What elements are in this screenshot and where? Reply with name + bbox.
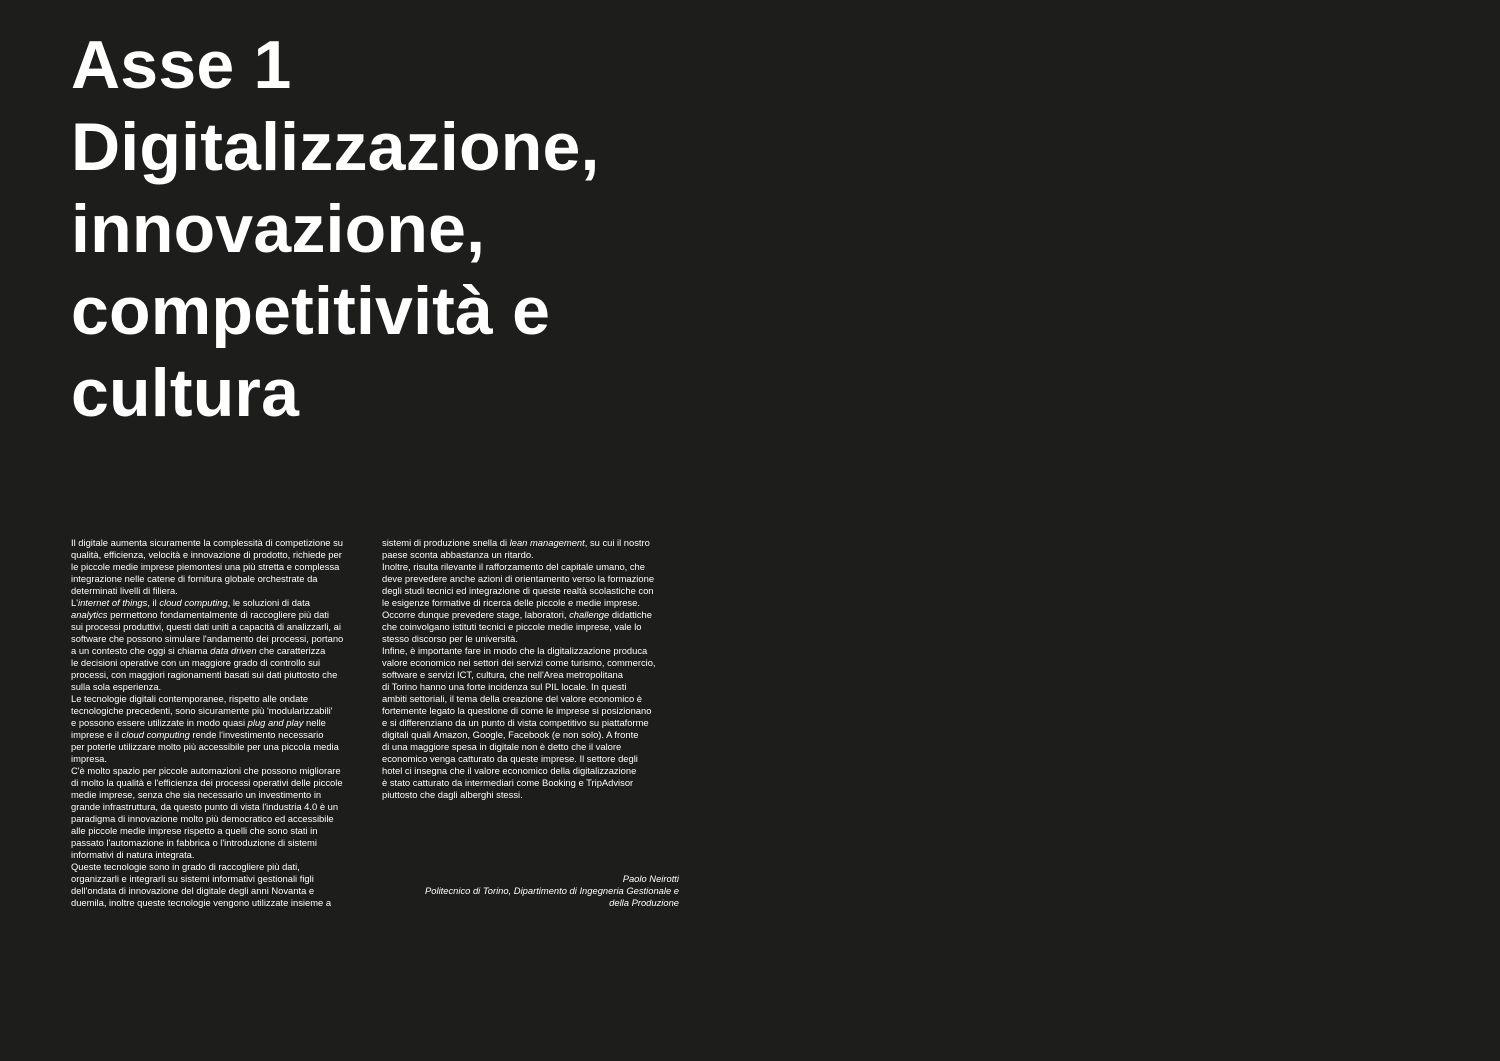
text-run: paradigma di innovazione molto più democratico ed accessibile	[71, 813, 334, 824]
text-run: e possono essere utilizzate in modo quasi	[71, 717, 248, 728]
text-run: deve prevedere anche azioni di orientamento verso la formazione	[382, 573, 655, 584]
body-paragraph	[382, 609, 682, 645]
text-line	[382, 741, 682, 753]
text-line	[71, 597, 369, 609]
text-run: e si differenziano da un punto di vista competitivo su piattaforme	[382, 717, 649, 728]
text-run: di molto la qualità e l'efficienza dei processi operativi delle piccole	[71, 777, 343, 788]
text-run: duemila, inoltre queste tecnologie vengono utilizzate insieme a	[71, 897, 332, 908]
text-run: rende l'investimento necessario	[189, 729, 324, 740]
text-run: piuttosto che dagli alberghi stessi.	[382, 789, 523, 800]
text-run: impresa.	[71, 753, 107, 764]
text-line	[382, 549, 682, 561]
text-line	[71, 585, 369, 597]
body-paragraph	[71, 765, 369, 861]
text-run: imprese e il	[71, 729, 122, 740]
text-line	[382, 693, 682, 705]
text-run: nelle	[303, 717, 326, 728]
body-paragraph	[71, 597, 369, 693]
text-line	[71, 801, 369, 813]
text-run: passato l'automazione in fabbrica o l'introduzione di sistemi	[71, 837, 317, 848]
text-run: , su cui il nostro	[584, 537, 650, 548]
text-run: organizzarli e integrarli su sistemi informativi gestionali figli	[71, 873, 314, 884]
text-run: valore economico nei settori dei servizi come turismo, commercio,	[382, 657, 656, 668]
text-line	[71, 873, 369, 885]
text-run: di una maggiore spesa in digitale non è detto che il valore	[382, 741, 622, 752]
text-run: Le tecnologie digitali contemporanee, rispetto alle ondate	[71, 693, 309, 704]
title-line: Asse 1	[71, 27, 292, 103]
text-run: didattiche	[609, 609, 652, 620]
italic-term: plug and play	[247, 717, 304, 728]
text-line	[71, 621, 369, 633]
body-paragraph	[382, 561, 682, 609]
text-line	[71, 885, 369, 897]
text-run: hotel ci insegna che il valore economico della digitalizzazione	[382, 765, 637, 776]
text-line	[382, 645, 682, 657]
text-run: paese sconta abbastanza un ritardo.	[382, 549, 534, 560]
body-paragraph	[71, 537, 369, 597]
title-line: innovazione,	[71, 191, 486, 267]
text-line	[382, 657, 682, 669]
body-column-left	[71, 537, 369, 909]
text-run: permettono fondamentalmente di raccogliere più dati	[107, 609, 329, 620]
text-run: grande infrastruttura, da questo punto di vista l'industria 4.0 è un	[71, 801, 339, 812]
text-line	[71, 681, 369, 693]
text-line	[71, 573, 369, 585]
author-affiliation: Politecnico di Torino, Dipartimento di Ingegneria Gestionale e	[425, 885, 679, 896]
text-line	[71, 789, 369, 801]
text-run: le esigenze formative di ricerca delle piccole e medie imprese.	[382, 597, 640, 608]
text-run: economico venga catturato da queste imprese. Il settore degli	[382, 753, 638, 764]
text-line	[71, 813, 369, 825]
text-line	[71, 837, 369, 849]
text-line	[71, 561, 369, 573]
text-line	[71, 729, 369, 741]
text-run: le decisioni operative con un maggiore grado di controllo sui	[71, 657, 321, 668]
text-run: Inoltre, risulta rilevante il rafforzamento del capitale umano, che	[382, 561, 645, 572]
author-signature	[382, 873, 679, 909]
italic-term: challenge	[569, 609, 610, 620]
text-line	[382, 585, 682, 597]
text-line	[71, 669, 369, 681]
text-run: , le soluzioni di data	[227, 597, 310, 608]
text-line	[382, 753, 682, 765]
text-line	[382, 717, 682, 729]
text-line	[71, 549, 369, 561]
text-line	[71, 753, 369, 765]
italic-term: lean management	[509, 537, 585, 548]
title-line: Digitalizzazione,	[71, 109, 600, 185]
text-run: dell'ondata di innovazione del digitale degli anni Novanta e	[71, 885, 315, 896]
text-line	[71, 825, 369, 837]
text-run: software e servizi ICT, cultura, che nell'Area metropolitana	[382, 669, 623, 680]
text-run: informativi di natura integrata.	[71, 849, 195, 860]
text-line	[71, 645, 369, 657]
text-run: che caratterizza	[256, 645, 326, 656]
title-line: competitività e	[71, 273, 551, 349]
text-run: integrazione nelle catene di fornitura globale orchestrate da	[71, 573, 318, 584]
italic-term: cloud computing	[121, 729, 190, 740]
text-line	[71, 633, 369, 645]
text-line	[382, 669, 682, 681]
text-line	[382, 681, 682, 693]
text-line	[382, 561, 682, 573]
text-run: sistemi di produzione snella di	[382, 537, 510, 548]
text-run: software che possono simulare l'andamento dei processi, portano	[71, 633, 344, 644]
body-paragraph	[382, 645, 682, 801]
text-run: sulla sola esperienza.	[71, 681, 162, 692]
text-run: , il	[147, 597, 160, 608]
text-line	[71, 741, 369, 753]
text-line	[71, 537, 369, 549]
text-run: di Torino hanno una forte incidenza sul PIL locale. In questi	[382, 681, 627, 692]
text-run: Occorre dunque prevedere stage, laboratori,	[382, 609, 570, 620]
text-run: è stato catturato da intermediari come Booking e TripAdvisor	[382, 777, 634, 788]
body-paragraph	[71, 693, 369, 765]
text-run: Il digitale aumenta sicuramente la complessità di competizione su	[71, 537, 344, 548]
author-affiliation-continued: della Produzione	[609, 897, 679, 908]
text-run: tecnologiche precedenti, sono sicuramente più 'modularizzabili'	[71, 705, 333, 716]
text-line	[382, 597, 682, 609]
text-run: Queste tecnologie sono in grado di raccogliere più dati,	[71, 861, 300, 872]
text-run: sui processi produttivi, questi dati uniti a capacità di analizzarli, ai	[71, 621, 341, 632]
italic-term: internet of things	[78, 597, 148, 608]
text-run: qualità, efficienza, velocità e innovazione di prodotto, richiede per	[71, 549, 342, 560]
text-run: Infine, è importante fare in modo che la digitalizzazione produca	[382, 645, 648, 656]
text-run: processi, con maggiori ragionamenti basati sui dati piuttosto che	[71, 669, 338, 680]
text-line	[382, 765, 682, 777]
text-line	[382, 573, 682, 585]
text-line	[382, 609, 682, 621]
italic-term: analytics	[71, 609, 108, 620]
text-run: C'è molto spazio per piccole automazioni che possono migliorare	[71, 765, 341, 776]
text-run: alle piccole medie imprese rispetto a quelli che sono stati in	[71, 825, 318, 836]
body-paragraph	[382, 537, 682, 561]
text-line	[382, 789, 682, 801]
text-run: determinati livelli di filiera.	[71, 585, 178, 596]
italic-term: data driven	[210, 645, 257, 656]
page-title	[71, 24, 771, 434]
italic-term: cloud computing	[159, 597, 228, 608]
text-line	[71, 693, 369, 705]
title-line: cultura	[71, 355, 300, 431]
text-line	[382, 621, 682, 633]
text-run: fortemente legato la questione di come le imprese si posizionano	[382, 705, 652, 716]
text-line	[71, 765, 369, 777]
text-line	[382, 777, 682, 789]
text-run: medie imprese, senza che sia necessario un investimento in	[71, 789, 322, 800]
text-line	[71, 777, 369, 789]
text-run: le piccole medie imprese piemontesi una più stretta e complessa	[71, 561, 340, 572]
text-run: a un contesto che oggi si chiama	[71, 645, 211, 656]
text-line	[382, 705, 682, 717]
text-run: degli studi tecnici ed integrazione di queste realtà scolastiche con	[382, 585, 654, 596]
text-line	[71, 717, 369, 729]
text-run: stesso discorso per le università.	[382, 633, 518, 644]
text-line	[382, 729, 682, 741]
text-line	[71, 705, 369, 717]
author-name: Paolo Neirotti	[622, 873, 679, 884]
text-run: per poterle utilizzare molto più accessibile per una piccola media	[71, 741, 339, 752]
text-run: L'	[71, 597, 79, 608]
text-line	[71, 897, 369, 909]
text-line	[71, 849, 369, 861]
text-run: digitali quali Amazon, Google, Facebook (e non solo). A fronte	[382, 729, 639, 740]
text-line	[71, 861, 369, 873]
text-line	[71, 657, 369, 669]
body-paragraph	[71, 861, 369, 909]
text-line	[382, 537, 682, 549]
text-run: ambiti settoriali, il tema della creazione del valore economico è	[382, 693, 643, 704]
body-column-right	[382, 537, 682, 801]
text-run: che coinvolgano istituti tecnici e piccole medie imprese, vale lo	[382, 621, 642, 632]
text-line	[71, 609, 369, 621]
text-line	[382, 633, 682, 645]
